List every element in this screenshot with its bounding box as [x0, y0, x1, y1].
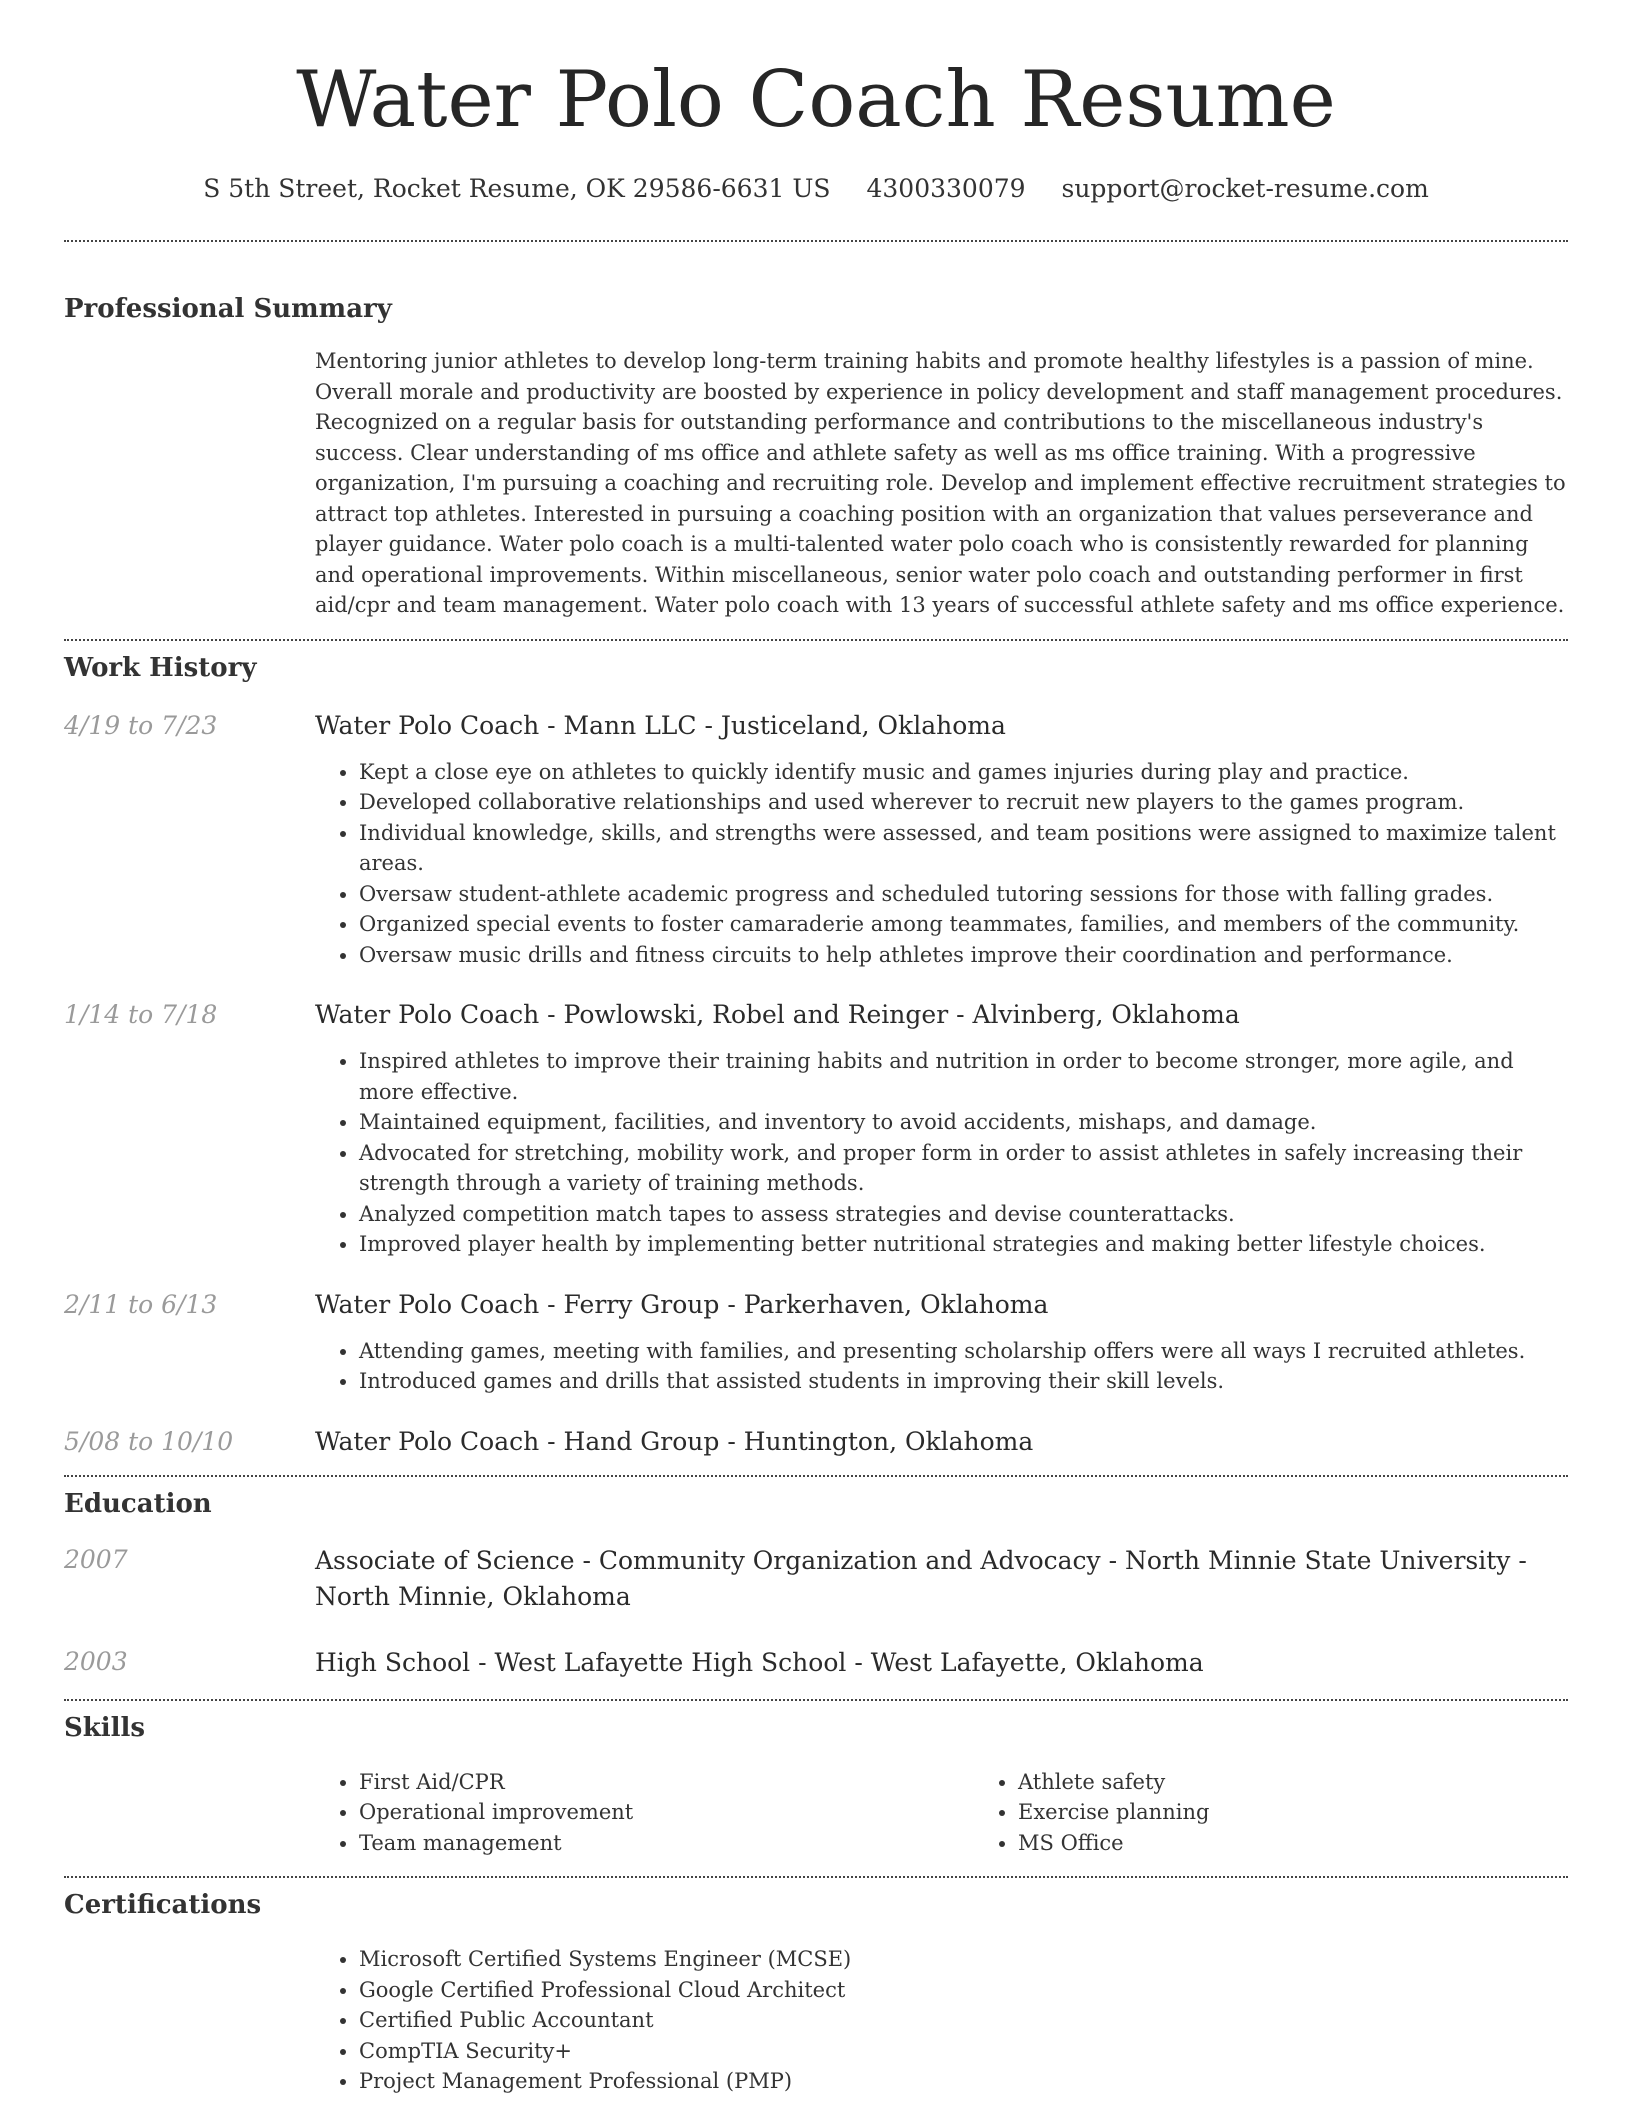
section-title-work-history: Work History [64, 652, 257, 683]
job-heading: Water Polo Coach - Powlowski, Robel and Reinger - Alvinberg, Oklahoma [315, 1000, 1240, 1029]
job-bullets [315, 1046, 1568, 1260]
contact-line [64, 172, 1568, 206]
list-item: • First Aid/CPR [359, 1767, 974, 1798]
list-item: • Project Management Professional (PMP) [359, 2066, 1568, 2097]
contact-phone: 4300330079 [866, 174, 1026, 203]
job-entry [64, 998, 1568, 1260]
job-entry [64, 709, 1568, 971]
job-dates: 4/19 to 7/23 [64, 710, 218, 740]
list-item: • Introduced games and drills that assisted students in improving their skill levels. [359, 1366, 1568, 1397]
list-item: • Certified Public Accountant [359, 2005, 1568, 2036]
education-section [64, 1487, 1568, 1681]
list-item: • Inspired athletes to improve their training habits and nutrition in order to become stronger, more agile, and more effective. [359, 1046, 1568, 1107]
section-title-education: Education [64, 1488, 212, 1519]
job-entry [64, 1425, 1568, 1459]
divider [64, 1699, 1568, 1701]
list-item: • Individual knowledge, skills, and strengths were assessed, and team positions were assigned to maximize talent areas. [359, 818, 1568, 879]
list-item: • Developed collaborative relationships and used wherever to recruit new players to the games program. [359, 787, 1568, 818]
work-history-section [64, 651, 1568, 1459]
summary-section [64, 292, 1568, 621]
contact-address: S 5th Street, Rocket Resume, OK 29586-6631 US [203, 174, 831, 203]
job-dates: 2/11 to 6/13 [64, 1289, 218, 1319]
resume-title: Water Polo Coach Resume [296, 55, 1336, 145]
section-title-summary: Professional Summary [64, 294, 392, 324]
education-entry [64, 1645, 1568, 1681]
summary-text: Mentoring junior athletes to develop long-term training habits and promote healthy lifestyles is a passion of mine. Overall morale and productivity are boosted by experience in policy development and staff management procedures. Recognized on a regular basis for outstanding performance and contributions to the miscellaneous industry's success. Clear understanding of ms office and athlete safety as well as ms office training. With a progressive organization, I'm pursuing a coaching and recruiting role. Develop and implement effective recruitment strategies to attract top athletes. Interested in pursuing a coaching position with an organization that values perseverance and player guidance. Water polo coach is a multi-talented water polo coach who is consistently rewarded for planning and operational improvements. Within miscellaneous, senior water polo coach and outstanding performer in first aid/cpr and team management. Water polo coach with 13 years of successful athlete safety and ms office experience. [315, 349, 1566, 617]
skills-column-right [974, 1767, 1632, 1859]
list-item: • Kept a close eye on athletes to quickly identify music and games injuries during play and practice. [359, 757, 1568, 788]
education-entry [64, 1543, 1568, 1615]
list-item: • Oversaw student-athlete academic progress and scheduled tutoring sessions for those with falling grades. [359, 879, 1568, 910]
certifications-section [64, 1888, 1568, 2097]
job-bullets [315, 757, 1568, 971]
list-item: • Oversaw music drills and fitness circuits to help athletes improve their coordination and performance. [359, 940, 1568, 971]
skills-list [315, 1767, 1568, 1859]
divider [64, 639, 1568, 641]
education-year: 2003 [64, 1646, 128, 1676]
education-heading: High School - West Lafayette High School - West Lafayette, Oklahoma [315, 1647, 1204, 1677]
skills-column-left [315, 1767, 974, 1859]
job-heading: Water Polo Coach - Mann LLC - Justiceland, Oklahoma [315, 710, 1006, 740]
divider [64, 1876, 1568, 1878]
list-item: • Attending games, meeting with families, and presenting scholarship offers were all ways I recruited athletes. [359, 1336, 1568, 1367]
job-heading: Water Polo Coach - Ferry Group - Parkerhaven, Oklahoma [315, 1289, 1049, 1319]
divider [64, 240, 1568, 242]
education-year: 2007 [64, 1544, 128, 1574]
divider [64, 1475, 1568, 1477]
job-entry [64, 1288, 1568, 1397]
list-item: • Athlete safety [1018, 1767, 1632, 1798]
contact-email: support@rocket-resume.com [1061, 174, 1429, 203]
education-heading: Associate of Science - Community Organization and Advocacy - North Minnie State University - North Minnie, Oklahoma [315, 1545, 1527, 1611]
list-item: • Operational improvement [359, 1797, 974, 1828]
list-item: • Exercise planning [1018, 1797, 1632, 1828]
skills-section [64, 1711, 1568, 1859]
list-item: • CompTIA Security+ [359, 2036, 1568, 2067]
job-dates: 5/08 to 10/10 [64, 1426, 234, 1456]
certifications-list [315, 1944, 1568, 2097]
list-item: • Improved player health by implementing better nutritional strategies and making better lifestyle choices. [359, 1229, 1568, 1260]
list-item: • MS Office [1018, 1828, 1632, 1859]
list-item: • Team management [359, 1828, 974, 1859]
job-heading: Water Polo Coach - Hand Group - Huntington, Oklahoma [315, 1426, 1034, 1456]
section-title-certifications: Certifications [64, 1890, 262, 1920]
job-dates: 1/14 to 7/18 [64, 1000, 218, 1029]
job-bullets [315, 1336, 1568, 1397]
list-item: • Advocated for stretching, mobility work, and proper form in order to assist athletes in safely increasing their strength through a variety of training methods. [359, 1138, 1568, 1199]
list-item: • Microsoft Certified Systems Engineer (MCSE) [359, 1944, 1568, 1975]
section-title-skills: Skills [64, 1712, 146, 1743]
list-item: • Google Certified Professional Cloud Architect [359, 1975, 1568, 2006]
list-item: • Maintained equipment, facilities, and inventory to avoid accidents, mishaps, and damage. [359, 1107, 1568, 1138]
list-item: • Organized special events to foster camaraderie among teammates, families, and members of the community. [359, 909, 1568, 940]
list-item: • Analyzed competition match tapes to assess strategies and devise counterattacks. [359, 1199, 1568, 1230]
